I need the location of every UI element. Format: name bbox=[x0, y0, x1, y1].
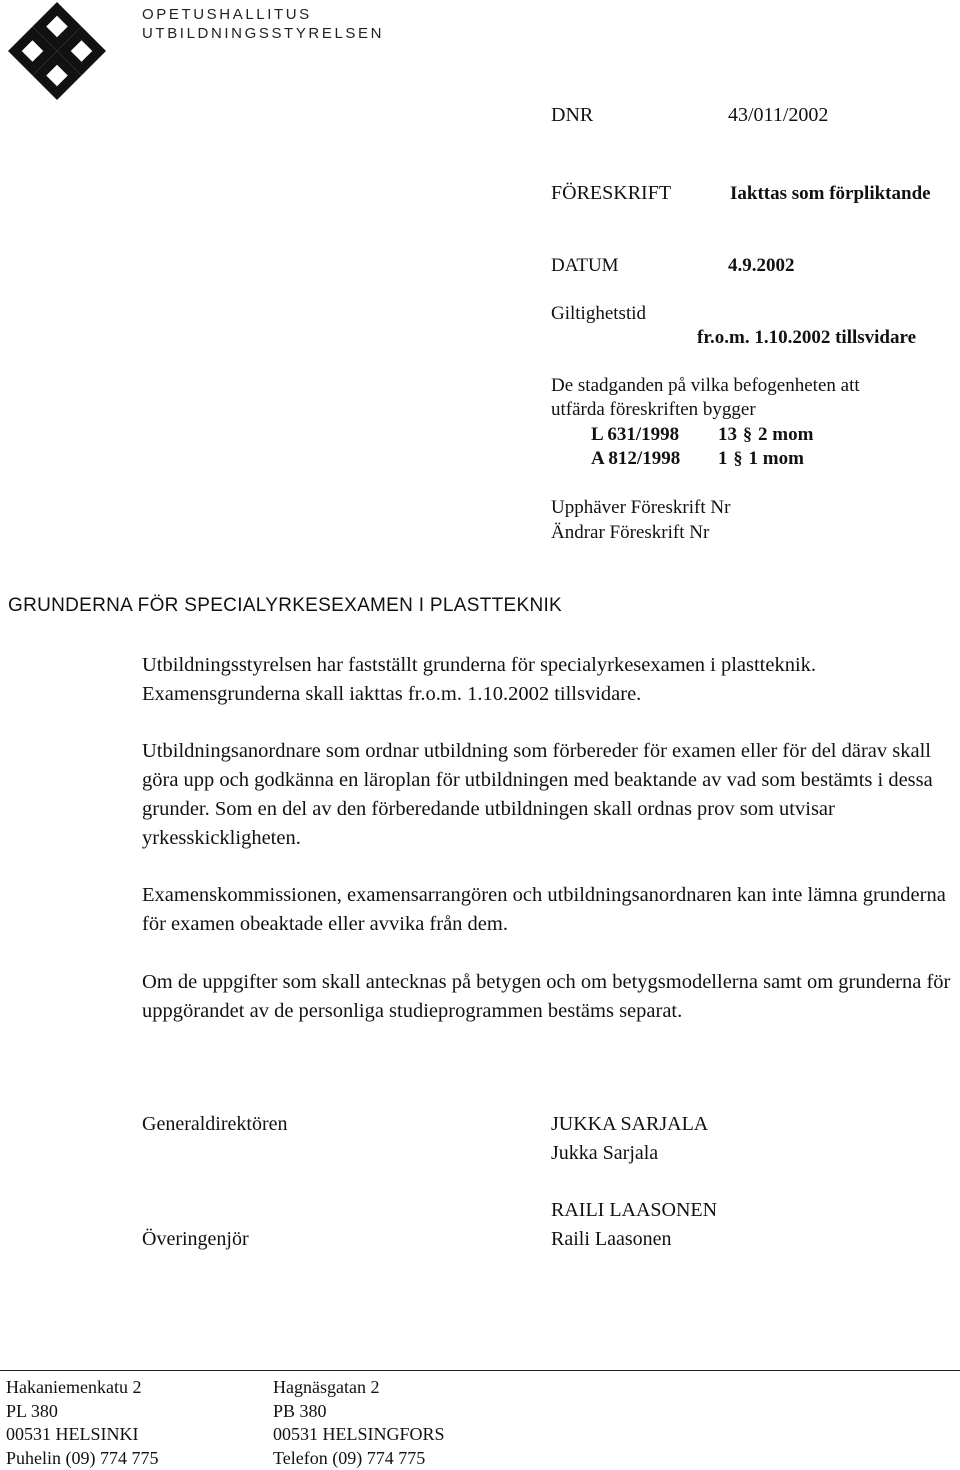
footer-postcode: 00531 HELSINGFORS bbox=[273, 1424, 445, 1444]
paragraph: Utbildningsanordnare som ordnar utbildning som förbereder för examen eller för del därav skall göra upp och godkänna en läroplan för utbildningen med beaktande av vad som bestämts i dessa grunder. Som en del av den förberedande utbildningen skall ordnas prov som utvisar yrkesskickligheten. bbox=[142, 740, 933, 849]
footer-street: Hakaniemenkatu 2 bbox=[6, 1377, 142, 1397]
law-reference bbox=[718, 448, 804, 470]
signatory-name: Raili Laasonen bbox=[551, 1228, 672, 1250]
law-section: 1 bbox=[718, 448, 728, 469]
validity-label: Giltighetstid bbox=[551, 303, 646, 324]
footer-phone: Puhelin (09) 774 775 bbox=[6, 1447, 159, 1468]
footer-pobox: PB 380 bbox=[273, 1400, 327, 1421]
type-label: FÖRESKRIFT bbox=[551, 182, 672, 204]
org-name-finnish: OPETUSHALLITUS bbox=[142, 6, 312, 23]
footer-postcode: 00531 HELSINKI bbox=[6, 1424, 139, 1444]
law-moment: 1 mom bbox=[748, 448, 804, 469]
law-code: L 631/1998 bbox=[591, 424, 680, 445]
section-symbol: § bbox=[743, 424, 752, 444]
signatory-role: Överingenjör bbox=[142, 1228, 249, 1250]
signatory-name-caps: RAILI LAASONEN bbox=[551, 1199, 718, 1221]
type-value: Iakttas som förpliktande bbox=[730, 183, 931, 204]
authority-line-2: utfärda föreskriften bygger bbox=[551, 399, 756, 420]
signatory-name-caps: JUKKA SARJALA bbox=[551, 1113, 709, 1135]
footer-street: Hagnäsgatan 2 bbox=[273, 1377, 380, 1397]
footer-pobox: PL 380 bbox=[6, 1400, 58, 1421]
paragraph: Om de uppgifter som skall antecknas på betygen och om betygsmodellerna samt om grunderna för uppgörandet av de personliga studieprogrammen bestäms separat. bbox=[142, 971, 951, 1022]
dnr-label: DNR bbox=[551, 104, 594, 126]
amends-label: Ändrar Föreskrift Nr bbox=[551, 522, 710, 543]
date-label: DATUM bbox=[551, 255, 619, 276]
signatory-name: Jukka Sarjala bbox=[551, 1142, 659, 1164]
org-name-swedish: UTBILDNINGSSTYRELSEN bbox=[142, 25, 385, 42]
law-section: 13 bbox=[718, 424, 737, 445]
signatory-role: Generaldirektören bbox=[142, 1113, 288, 1135]
footer-address-finnish bbox=[6, 1376, 159, 1470]
law-code: A 812/1998 bbox=[591, 448, 681, 469]
paragraph: Examenskommissionen, examensarrangören och utbildningsanordnaren kan inte lämna grunderna för examen obeaktade eller avvika från dem. bbox=[142, 884, 946, 935]
dnr-value: 43/011/2002 bbox=[728, 104, 829, 126]
footer-phone: Telefon (09) 774 775 bbox=[273, 1447, 426, 1468]
law-moment: 2 mom bbox=[758, 424, 814, 445]
section-symbol: § bbox=[733, 448, 743, 468]
document-title: GRUNDERNA FÖR SPECIALYRKESEXAMEN I PLASTTEKNIK bbox=[8, 595, 563, 616]
organization-logo bbox=[8, 2, 106, 100]
date-value: 4.9.2002 bbox=[728, 255, 795, 276]
footer-address-swedish bbox=[273, 1376, 445, 1470]
paragraph: Utbildningsstyrelsen har fastställt grunderna för specialyrkesexamen i plastteknik. Examensgrunderna skall iakttas fr.o.m. 1.10.2002 tillsvidare. bbox=[142, 654, 817, 705]
validity-value: fr.o.m. 1.10.2002 tillsvidare bbox=[697, 327, 917, 348]
footer-divider bbox=[0, 1370, 960, 1371]
repeals-label: Upphäver Föreskrift Nr bbox=[551, 497, 731, 518]
law-reference bbox=[718, 424, 813, 446]
authority-line-1: De stadganden på vilka befogenheten att bbox=[551, 375, 860, 396]
